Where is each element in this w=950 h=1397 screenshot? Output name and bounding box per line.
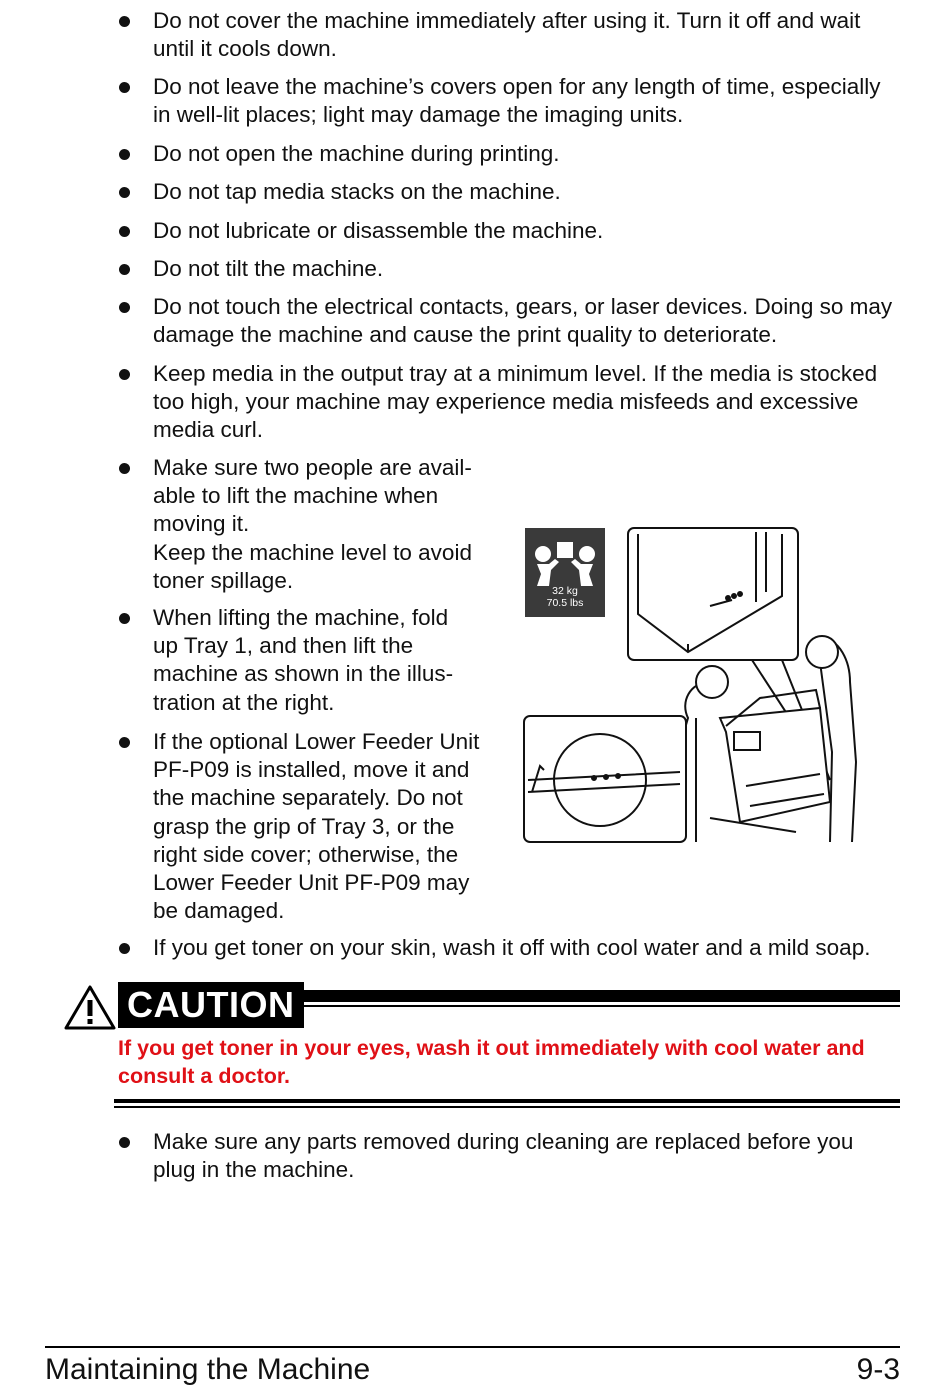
list-item: Do not open the machine during printing.	[153, 141, 560, 166]
list-item: If you get toner on your skin, wash it off with cool water and a mild soap.	[153, 935, 871, 960]
list-item: Keep media in the output tray at a minimum level. If the media is stocked too high, your machine may experience media misfeeds and excessive media curl.	[153, 361, 878, 443]
list-item: When lifting the machine, fold up Tray 1, and then lift the machine as shown in the illus-tration at the right.	[153, 605, 454, 715]
list-item: Do not tap media stacks on the machine.	[153, 179, 561, 204]
divider	[114, 1106, 900, 1108]
footer-title: Maintaining the Machine	[45, 1353, 371, 1386]
list-item: If the optional Lower Feeder Unit PF-P09 is installed, move it and the machine separately. Do not grasp the grip of Tray 3, or the right side cover; otherwise, the Lower Feeder Unit PF-P09 may be damaged.	[153, 729, 480, 924]
list-item: Make sure any parts removed during cleaning are replaced before you plug in the machine.	[153, 1129, 854, 1183]
caution-header	[64, 982, 900, 1032]
list-item: Do not cover the machine immediately after using it. Turn it off and wait until it cools down.	[153, 8, 861, 62]
caution-bar	[296, 990, 900, 1002]
list-item: Do not lubricate or disassemble the machine.	[153, 218, 604, 243]
caution-bar-thin	[296, 1005, 900, 1007]
list-item: Do not leave the machine’s covers open for any length of time, especially in well-lit places; light may damage the imaging units.	[153, 74, 881, 128]
weight-lbs: 70.5 lbs	[546, 597, 584, 609]
lifting-illustration	[520, 522, 880, 852]
list-item: Do not tilt the machine.	[153, 256, 384, 281]
caution-text: If you get toner in your eyes, wash it out immediately with cool water and consult a doctor.	[118, 1036, 865, 1088]
page-number: 9-3	[856, 1353, 900, 1386]
list-item: Make sure two people are avail-able to lift the machine when moving it. Keep the machine level to avoid toner spillage.	[153, 455, 472, 593]
warning-triangle-icon	[64, 984, 116, 1030]
divider	[114, 1099, 900, 1103]
list-item: Do not touch the electrical contacts, gears, or laser devices. Doing so may damage the machine and cause the print quality to deteriorate.	[153, 294, 893, 348]
weight-kg: 32 kg	[552, 585, 578, 597]
footer-divider	[45, 1346, 900, 1348]
caution-label: CAUTION	[118, 982, 304, 1028]
